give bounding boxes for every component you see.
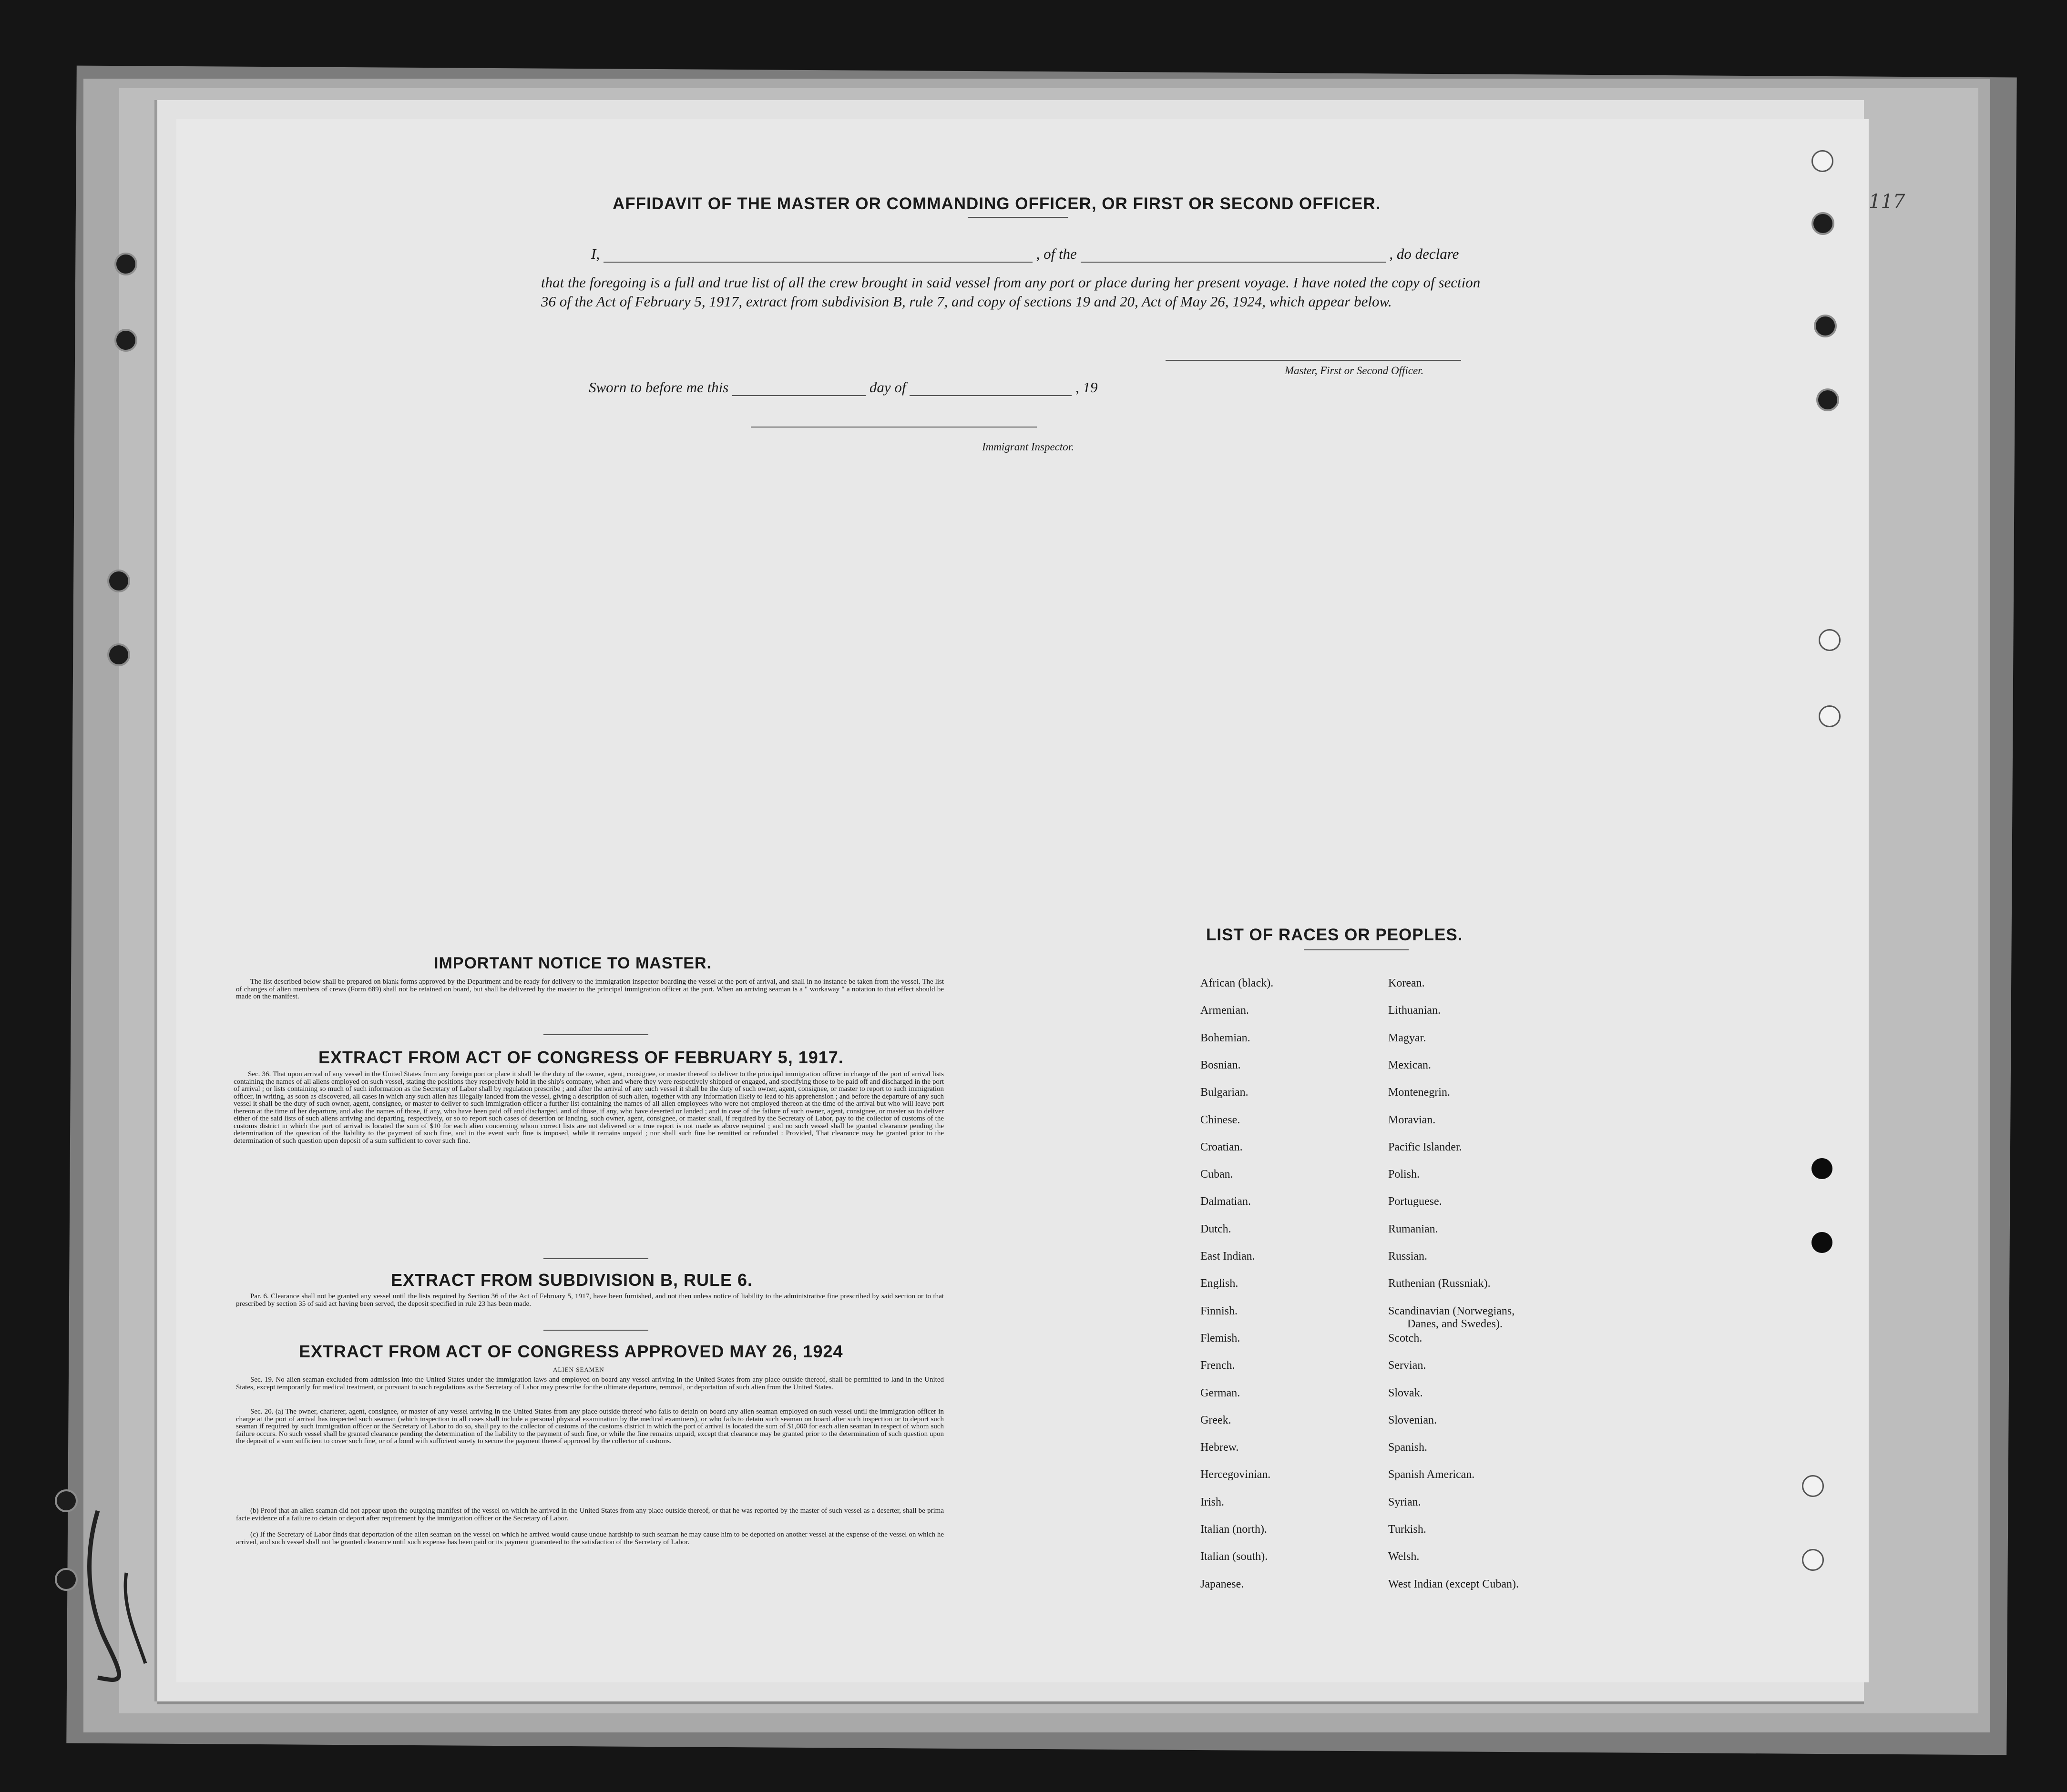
race-item: Dalmatian. bbox=[1200, 1195, 1251, 1208]
races-title: LIST OF RACES OR PEOPLES. bbox=[1206, 926, 1463, 944]
race-item: Greek. bbox=[1200, 1414, 1231, 1426]
race-item: Montenegrin. bbox=[1388, 1086, 1450, 1099]
punch-hole-icon bbox=[107, 570, 130, 592]
punch-hole-icon bbox=[55, 1489, 78, 1512]
affidavit-body: that the foregoing is a full and true list of all the crew brought in said vessel from any port or place during her present voyage. I have noted the copy of section 36 of the Act of February 5, 1917, extract from subdivision B, rule 7, and copy of sections 19 and 20, Act of May 26, 1924, which appear below. bbox=[541, 274, 1481, 310]
sworn-line bbox=[589, 379, 1097, 396]
race-item: Flemish. bbox=[1200, 1332, 1240, 1344]
race-item: Italian (south). bbox=[1200, 1550, 1268, 1563]
name-field[interactable] bbox=[604, 262, 1033, 263]
race-item: Moravian. bbox=[1388, 1114, 1436, 1126]
race-item: Chinese. bbox=[1200, 1114, 1240, 1126]
race-item: Syrian. bbox=[1388, 1496, 1421, 1508]
race-item: Magyar. bbox=[1388, 1032, 1426, 1044]
race-item: Ruthenian (Russniak). bbox=[1388, 1277, 1491, 1290]
affidavit-i: I, bbox=[591, 245, 600, 262]
sworn-prefix: Sworn to before me this bbox=[589, 379, 729, 396]
punch-hole-icon bbox=[1811, 150, 1833, 172]
punch-hole-icon bbox=[1802, 1475, 1824, 1497]
divider bbox=[543, 1034, 648, 1035]
punch-hole-icon bbox=[1811, 1232, 1832, 1253]
race-item: African (black). bbox=[1200, 977, 1274, 989]
affidavit-do-declare: , do declare bbox=[1389, 245, 1459, 262]
race-item: West Indian (except Cuban). bbox=[1388, 1578, 1519, 1590]
sworn-month-field[interactable] bbox=[910, 395, 1072, 396]
race-item: Irish. bbox=[1200, 1496, 1224, 1508]
vessel-field[interactable] bbox=[1081, 262, 1386, 263]
race-item: Spanish American. bbox=[1388, 1468, 1475, 1481]
race-item: Scotch. bbox=[1388, 1332, 1422, 1344]
race-item: Spanish. bbox=[1388, 1441, 1428, 1454]
extract-1917-body: Sec. 36. That upon arrival of any vessel in the United States from any foreign port or place it shall be the duty of the owner, agent, consignee, or master thereof to deliver to the principal immigration officer in charge of the port of arrival lists containing the names of all aliens employed on such vessel, stating the positions they respectively hold in the ship's company, when and where they were respectively shipped or engaged, and specifying those to be paid off and discharged in the port of arrival ; or lists containing so much of such information as the Secretary of Labor shall by regulation prescribe ; and after the arrival of any such vessel it shall be the duty of such owner, agent, consignee, or master to report to such immigration officer, in writing, as soon as discovered, all cases in which any such alien has illegally landed from the vessel, giving a description of such alien, together with any information likely to lead to his apprehension ; and before the departure of any such vessel it shall be the duty of such owner, agent, consignee, or master to deliver to such immigration officer a further list containing the names of all alien employees who were not employed thereon at the time of the arrival but who will leave port thereon at the time of her departure, and also the names of those, if any, who have been paid off and discharged, and of those, if any, who have deserted or landed ; and in case of the failure of such owner, agent, consignee, or master so to deliver either of the said lists of such aliens arriving and departing, respectively, or so to report such cases of desertion or landing, such owner, agent, consignee, or master shall, if required by the Secretary of Labor, pay to the collector of customs of the customs district in which the port of arrival is located the sum of $10 for each alien concerning whom correct lists are not delivered or a true report is not made as above required ; and no such vessel shall be granted clearance pending the determination of the question of the liability to the payment of such fine, and in the event such fine is imposed, while it remains unpaid ; nor shall such fine be remitted or refunded : Provided, That clearance may be granted prior to the determination of such question upon deposit of a sum sufficient to cover such fine. bbox=[234, 1070, 944, 1145]
punch-hole-icon bbox=[114, 253, 137, 275]
punch-hole-icon bbox=[55, 1568, 78, 1591]
race-item: Italian (north). bbox=[1200, 1523, 1267, 1536]
divider bbox=[968, 217, 1068, 218]
race-item: Pacific Islander. bbox=[1388, 1141, 1462, 1153]
race-item: French. bbox=[1200, 1359, 1235, 1372]
punch-hole-icon bbox=[1811, 212, 1834, 235]
race-item: Croatian. bbox=[1200, 1141, 1243, 1153]
punch-hole-icon bbox=[1819, 629, 1841, 651]
extract-1917-title: EXTRACT FROM ACT OF CONGRESS OF FEBRUARY 5, 1917. bbox=[318, 1048, 844, 1067]
race-item: Mexican. bbox=[1388, 1059, 1431, 1071]
extract-1924-title: EXTRACT FROM ACT OF CONGRESS APPROVED MAY 26, 1924 bbox=[299, 1342, 843, 1361]
race-item: Turkish. bbox=[1388, 1523, 1426, 1536]
race-item: Cuban. bbox=[1200, 1168, 1233, 1181]
sworn-day-of: day of bbox=[869, 379, 906, 396]
race-item: Bulgarian. bbox=[1200, 1086, 1248, 1099]
extract-1924-sec19: Sec. 19. No alien seaman excluded from admission into the United States under the immigration laws and employed on board any vessel arriving in the United States from any place outside thereof, shall be permitted to land in the United States, except temporarily for medical treatment, or pursuant to such regulations as the Secretary of Labor may prescribe for the ultimate departure, removal, or deportation of such alien from the United States. bbox=[236, 1376, 944, 1391]
punch-hole-icon bbox=[1814, 315, 1837, 337]
extract-1924-sec20a: Sec. 20. (a) The owner, charterer, agent, consignee, or master of any vessel arriving in the United States from any place outside thereof who fails to detain on board any alien seaman employed on such vessel until the immigration officer in charge at the port of arrival has inspected such seaman (which inspection in all cases shall include a personal physical examination by the medical examiners), or who fails to detain such seaman on board after such inspection or to deport such seaman if required by such immigration officer or the Secretary of Labor to do so, shall pay to the collector of customs of the customs district in which the port of arrival is located the sum of $1,000 for each alien seaman in respect of whom such failure occurs. No such vessel shall be granted clearance pending the determination of the liability to the payment of such fine, or while the fine remains unpaid, except that clearance may be granted prior to the determination of such question upon the deposit of a sum sufficient to cover such fine, or of a bond with sufficient surety to secure the payment thereof approved by the collector of customs. bbox=[236, 1408, 944, 1445]
race-item: Hercegovinian. bbox=[1200, 1468, 1271, 1481]
punch-hole-icon bbox=[107, 643, 130, 666]
punch-hole-icon bbox=[1802, 1549, 1824, 1571]
punch-hole-icon bbox=[1811, 1158, 1832, 1179]
race-item: Rumanian. bbox=[1388, 1223, 1438, 1235]
race-item: Lithuanian. bbox=[1388, 1004, 1441, 1017]
race-item: Slovak. bbox=[1388, 1387, 1423, 1399]
punch-hole-icon bbox=[1819, 705, 1841, 727]
race-item: Finnish. bbox=[1200, 1305, 1238, 1317]
race-item: Welsh. bbox=[1388, 1550, 1420, 1563]
race-item: Hebrew. bbox=[1200, 1441, 1239, 1454]
affidavit-title: AFFIDAVIT OF THE MASTER OR COMMANDING OFFICER, OR FIRST OR SECOND OFFICER. bbox=[613, 194, 1381, 213]
punch-hole-icon bbox=[1816, 388, 1839, 411]
pencil-mark-icon bbox=[79, 1501, 155, 1687]
race-item: Bohemian. bbox=[1200, 1032, 1250, 1044]
document-sheet bbox=[176, 119, 1869, 1682]
divider bbox=[1304, 949, 1409, 950]
race-item: Japanese. bbox=[1200, 1578, 1244, 1590]
signature-line[interactable] bbox=[1166, 360, 1461, 361]
extract-rule6-body: Par. 6. Clearance shall not be granted any vessel until the lists required by Section 36 of the Act of February 5, 1917, have been furnished, and not then unless notice of liability to the administrative fine prescribed by said section or to that prescribed by section 35 of said act having been served, the deposit specified in rule 23 has been made. bbox=[236, 1293, 944, 1308]
race-item: Armenian. bbox=[1200, 1004, 1249, 1017]
divider bbox=[543, 1330, 648, 1331]
race-item: Korean. bbox=[1388, 977, 1425, 989]
inspector-label: Immigrant Inspector. bbox=[982, 441, 1074, 453]
document-page bbox=[157, 100, 1864, 1701]
extract-1924-sec20c: (c) If the Secretary of Labor finds that deportation of the alien seaman on the vessel on which he arrived would cause undue hardship to such seaman he may cause him to be deported on another vessel at the expense of the vessel on which he arrived, and such vessel shall not be granted clearance until such expense has been paid or its payment guaranteed to the satisfaction of the Secretary of Labor. bbox=[236, 1531, 944, 1546]
extract-1924-subtitle: ALIEN SEAMEN bbox=[553, 1366, 604, 1373]
divider bbox=[543, 1258, 648, 1259]
race-item: Slovenian. bbox=[1388, 1414, 1437, 1426]
master-label: Master, First or Second Officer. bbox=[1285, 365, 1424, 377]
inspector-signature-line[interactable] bbox=[751, 427, 1037, 428]
affidavit-declaration-line bbox=[591, 245, 1459, 263]
race-item-continuation: Danes, and Swedes). bbox=[1407, 1318, 1503, 1330]
race-item: Portuguese. bbox=[1388, 1195, 1442, 1208]
race-item: East Indian. bbox=[1200, 1250, 1255, 1263]
race-item: Bosnian. bbox=[1200, 1059, 1241, 1071]
race-item: Servian. bbox=[1388, 1359, 1426, 1372]
sworn-day-field[interactable] bbox=[732, 395, 866, 396]
sworn-year: , 19 bbox=[1075, 379, 1098, 396]
extract-rule6-title: EXTRACT FROM SUBDIVISION B, RULE 6. bbox=[391, 1270, 753, 1290]
race-item: Polish. bbox=[1388, 1168, 1420, 1181]
race-item: Dutch. bbox=[1200, 1223, 1231, 1235]
notice-body: The list described below shall be prepared on blank forms approved by the Department and be ready for delivery to the immigration inspector boarding the vessel at the port of arrival, and shall in no instance be taken from the vessel. The list of changes of alien members of crews (Form 689) shall not be retained on board, but shall be delivered by the master to the principal immigration officer at the port. When an arriving seaman is a " workaway " a notation to that effect should be made on the manifest. bbox=[236, 978, 944, 1000]
extract-1924-sec20b: (b) Proof that an alien seaman did not appear upon the outgoing manifest of the vessel on which he arrived in the United States from any place outside thereof, or that he was reported by the master of such vessel as a deserter, shall be prima facie evidence of a failure to detain or deport after requirement by the immigration officer or the Secretary of Labor. bbox=[236, 1507, 944, 1522]
race-item: German. bbox=[1200, 1387, 1240, 1399]
affidavit-of-the: , of the bbox=[1036, 245, 1077, 262]
race-item: Russian. bbox=[1388, 1250, 1428, 1263]
race-item: English. bbox=[1200, 1277, 1238, 1290]
race-item: Scandinavian (Norwegians, bbox=[1388, 1305, 1515, 1317]
notice-title: IMPORTANT NOTICE TO MASTER. bbox=[434, 954, 712, 972]
punch-hole-icon bbox=[114, 329, 137, 352]
page-number: 117 bbox=[1869, 191, 1905, 213]
